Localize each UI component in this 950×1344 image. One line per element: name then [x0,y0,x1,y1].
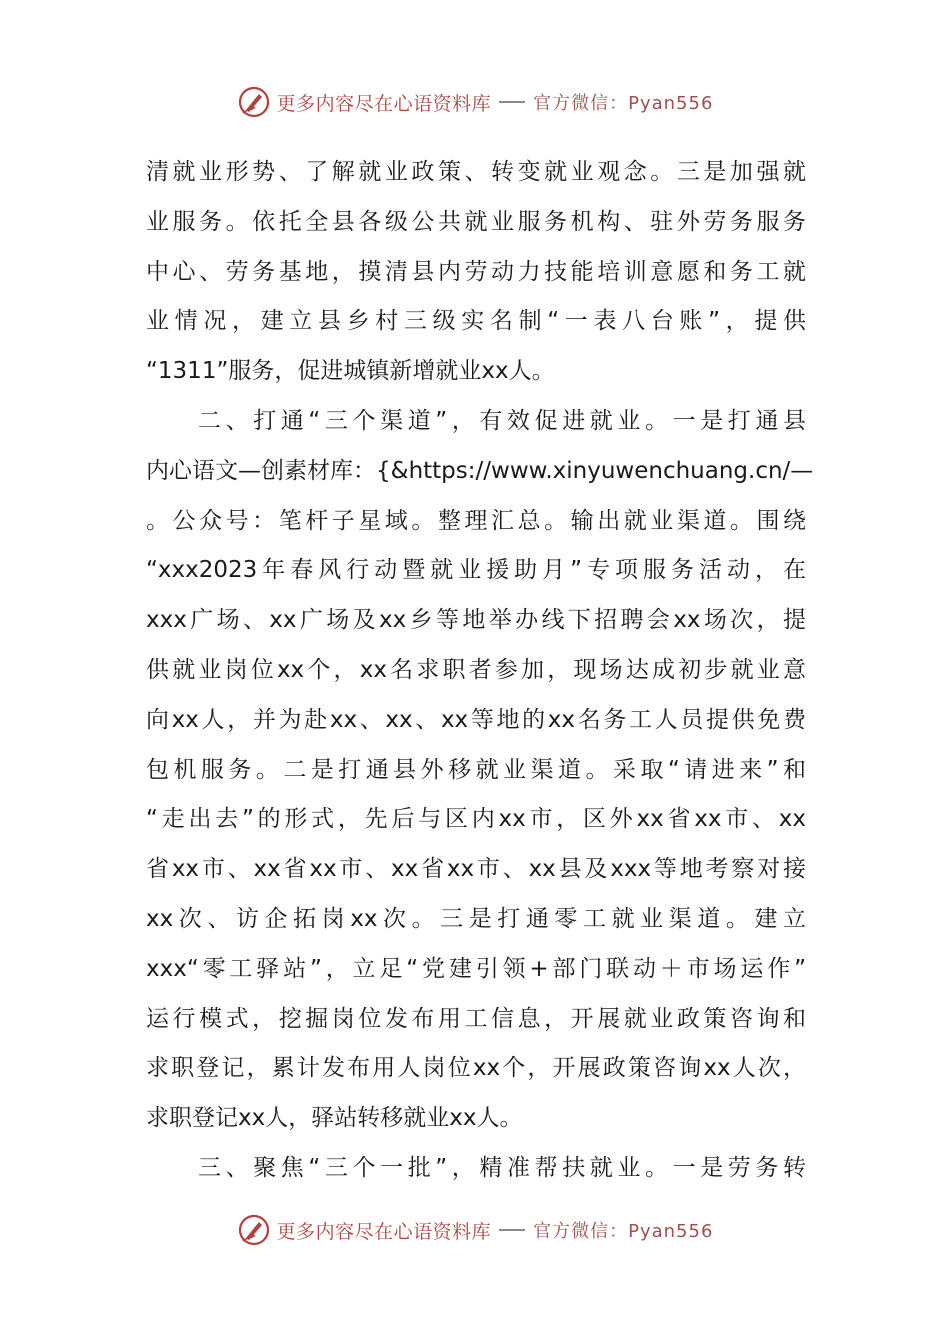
body-line: 内心语文—创素材库：{&https://www.xinyuwenchuang.cn/— [146,457,814,484]
body-line: 求职登记，累计发布用人岗位xx个，开展政策咨询xx人次， [146,1055,806,1082]
banner-site-name: 更多内容尽在心语资料库 [276,92,492,115]
body-line: 业服务。依托全县各级公共就业服务机构、驻外劳务服务 [146,208,806,235]
body-line: xxx广场、xx广场及xx乡等地举办线下招聘会xx场次，提 [146,607,806,634]
body-line: “xxx2023年春风行动暨就业援助月”专项服务活动，在 [146,557,806,584]
body-line: “1311”服务，促进城镇新增就业xx人。 [146,358,555,385]
document-body [146,148,814,1194]
body-line: 运行模式，挖掘岗位发布用工信息，开展就业政策咨询和 [146,1005,806,1032]
quill-logo-icon [237,1213,271,1247]
banner-wechat-id: 官方微信：Pyan556 [533,1221,714,1242]
body-line: 求职登记xx人，驿站转移就业xx人。 [146,1105,523,1132]
header-banner [0,82,950,122]
body-line: 供就业岗位xx个，xx名求职者参加，现场达成初步就业意 [146,656,806,683]
body-line: xx次、访企拓岗xx次。三是打通零工就业渠道。建立 [146,905,806,932]
body-line: 向xx人，并为赴xx、xx、xx等地的xx名务工人员提供免费 [146,706,806,733]
body-line: 清就业形势、了解就业政策、转变就业观念。三是加强就 [146,159,806,185]
banner-site-name: 更多内容尽在心语资料库 [276,1220,492,1243]
body-line: “走出去”的形式，先后与区内xx市，区外xx省xx市、xx [146,806,806,833]
body-line: 中心、劳务基地，摸清县内劳动力技能培训意愿和务工就 [146,258,806,285]
body-line: 。公众号：笔杆子星域。整理汇总。输出就业渠道。围绕 [146,507,806,534]
body-line: xxx“零工驿站”，立足“党建引领+部门联动＋市场运作” [146,955,806,982]
body-line: 二、打通“三个渠道”，有效促进就业。一是打通县 [198,407,806,434]
body-line: 业情况，建立县乡村三级实名制“一表八台账”，提供 [146,308,806,335]
banner-wechat-id: 官方微信：Pyan556 [533,93,714,114]
quill-logo-icon [237,85,271,119]
body-line: 省xx市、xx省xx市、xx省xx市、xx县及xxx等地考察对接 [146,856,806,883]
banner-dash-separator [499,101,525,103]
body-line: 包机服务。二是打通县外移就业渠道。采取“请进来”和 [146,756,806,783]
body-line: 三、聚焦“三个一批”，精准帮扶就业。一是劳务转 [198,1154,806,1181]
footer-banner [0,1210,950,1250]
banner-dash-separator [499,1229,525,1231]
